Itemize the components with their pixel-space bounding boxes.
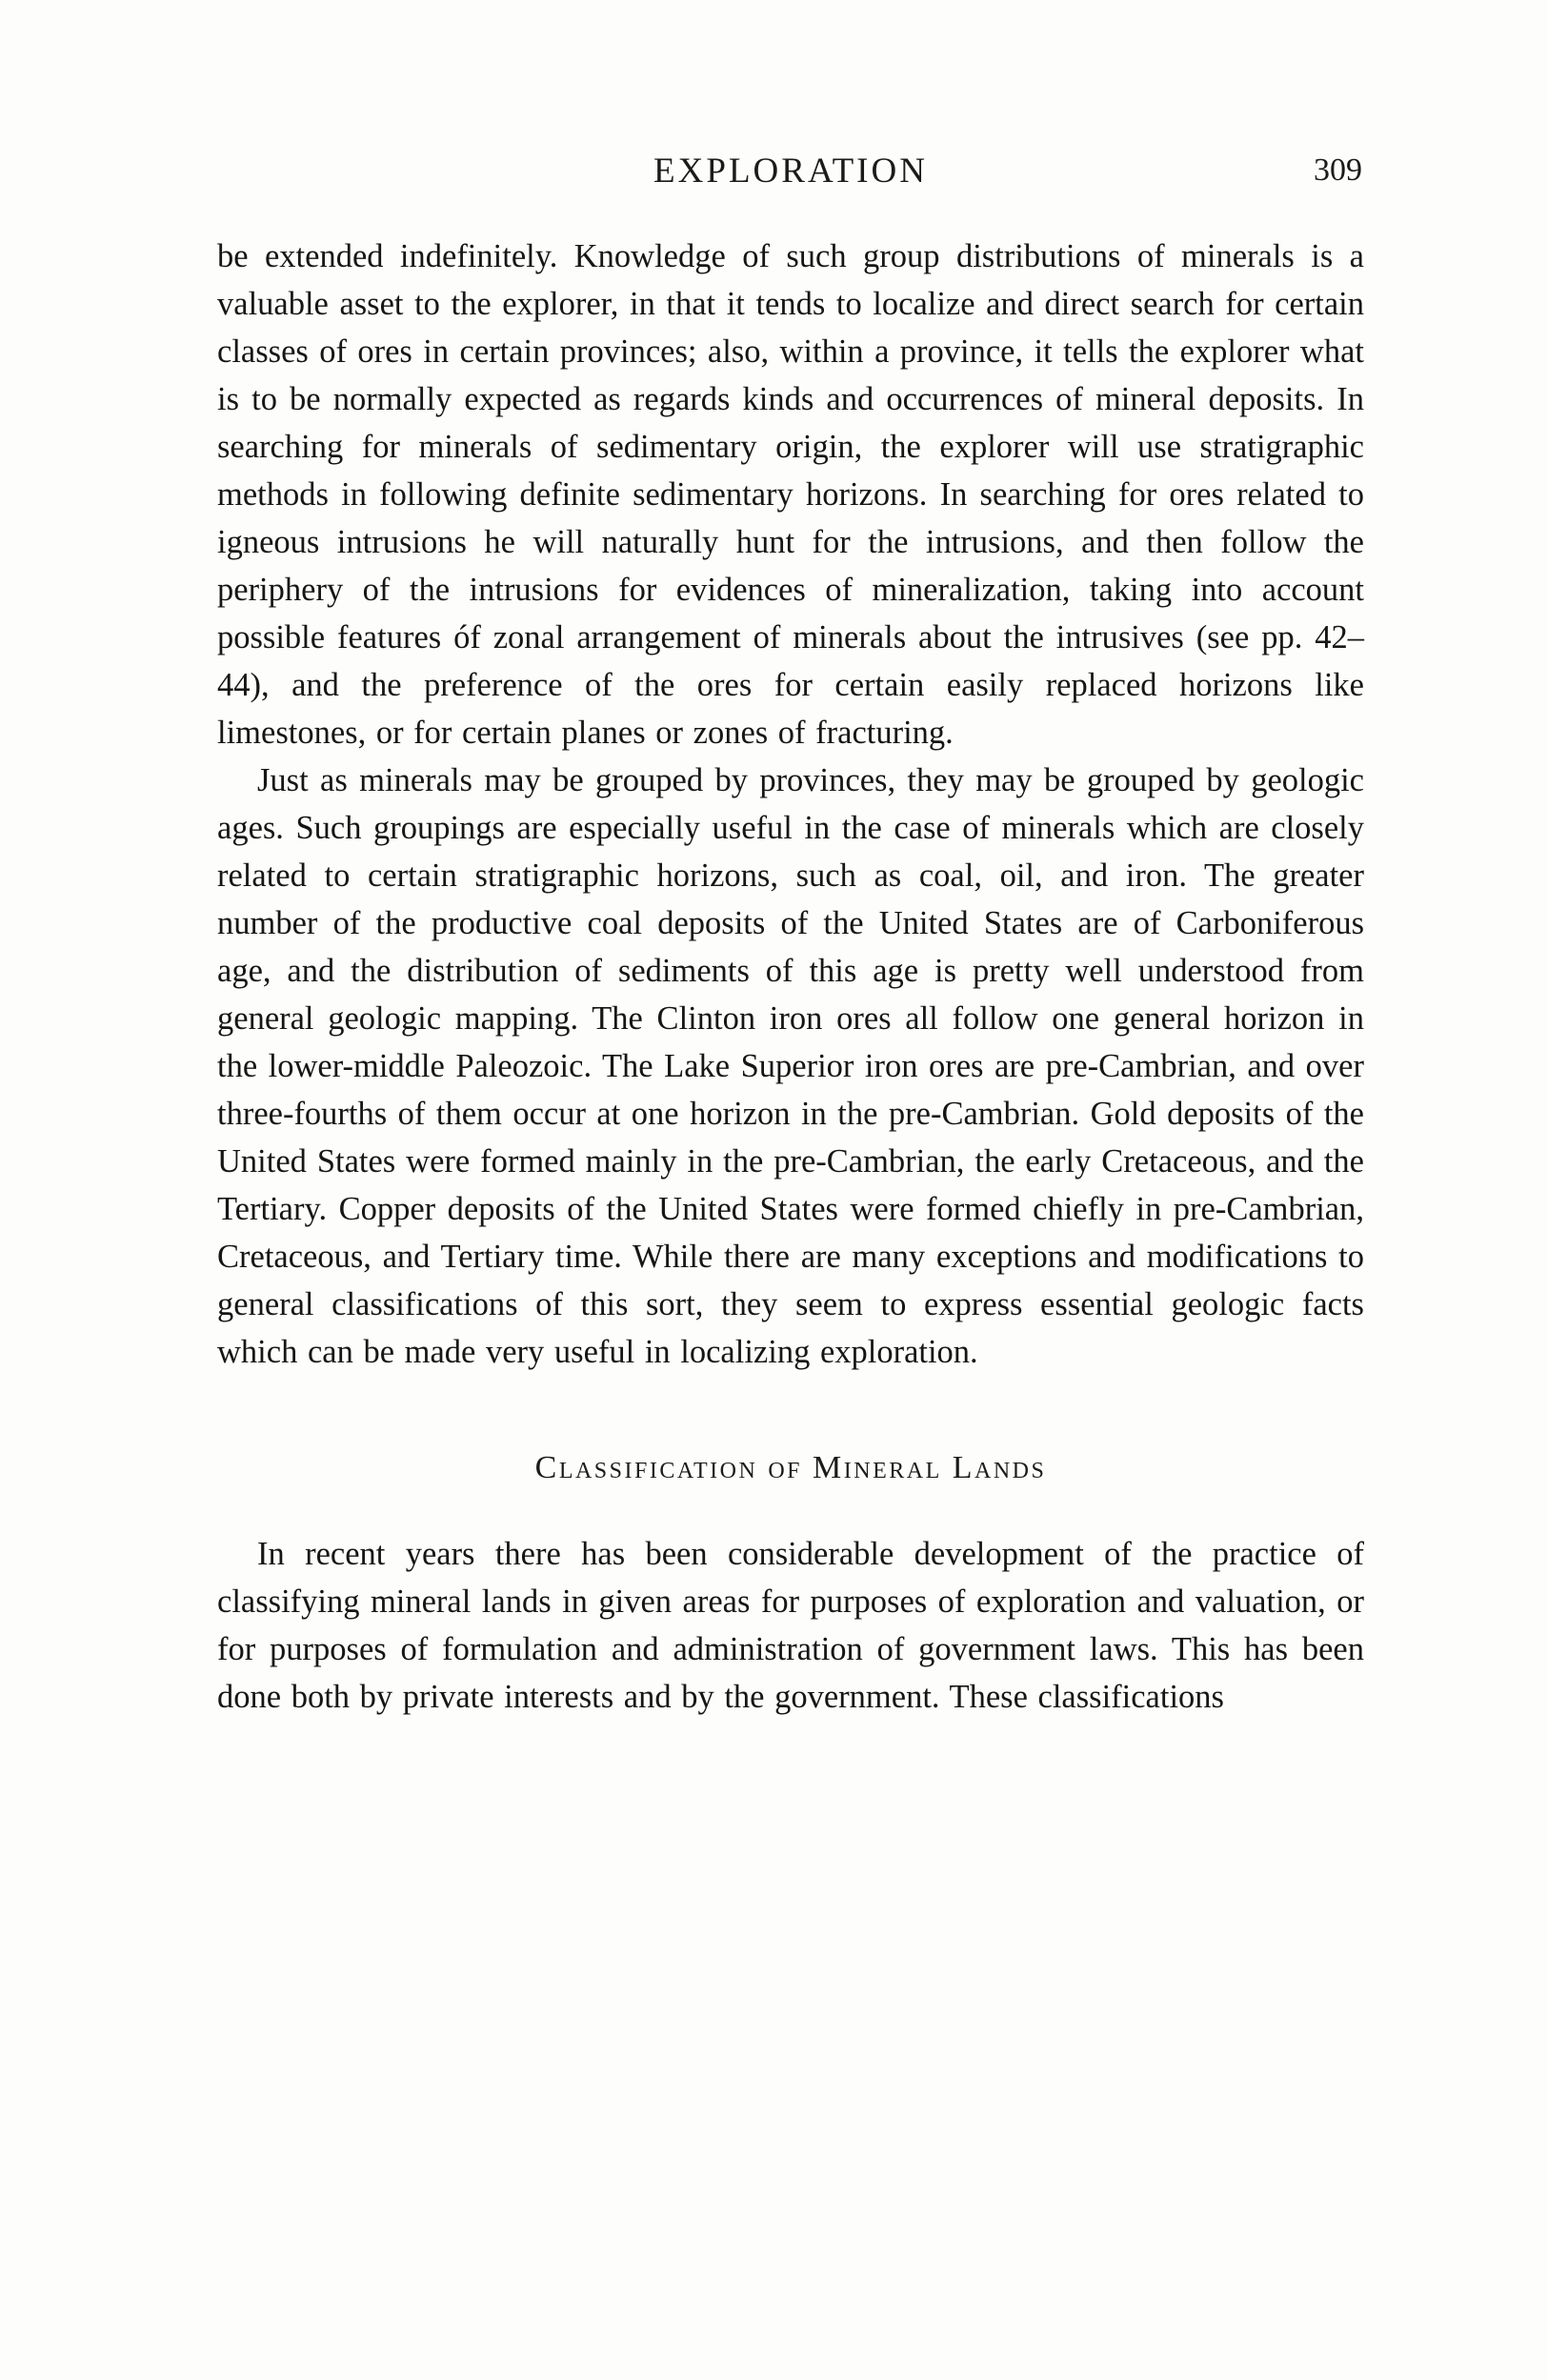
paragraph-classification: In recent years there has been considerable development of the practice of classifying mineral lands in given areas for purposes of exploration and valuation, or for purposes of formulation and administration of government laws. This has been done both by private interests and by the government. These classifications bbox=[217, 1536, 1364, 1715]
paragraph-geologic-ages: Just as minerals may be grouped by provinces, they may be grouped by geologic ages. Such groupings are especially useful in the case of minerals which are closely related to certain stratigraphic horizons, such as coal, oil, and iron. The greater number of the productive coal deposits of the United States are of Carboniferous age, and the distribution of sediments of this age is pretty well understood from general geologic mapping. The Clinton iron ores all follow one general horizon in the lower-middle Paleozoic. The Lake Superior iron ores are pre-Cambrian, and over three-fourths of them occur at one horizon in the pre-Cambrian. Gold deposits of the United States were formed mainly in the pre-Cambrian, the early Cretaceous, and the Tertiary. Copper deposits of the United States were formed chiefly in pre-Cambrian, Cretaceous, and Tertiary time. While there are many exceptions and modifications to general classifications of this sort, they seem to express essential geologic facts which can be made very useful in localizing exploration. bbox=[217, 762, 1364, 1370]
page-header bbox=[217, 151, 1364, 206]
text-block bbox=[217, 151, 1364, 1721]
paragraph-continuation: be extended indefinitely. Knowledge of such group distributions of minerals is a valuable asset to the explorer, in that it tends to localize and direct search for certain classes of ores in certain provinces; also, within a province, it tells the explorer what is to be normally expected as regards kinds and occurrences of mineral deposits. In searching for minerals of sedimentary origin, the explorer will use stratigraphic methods in following definite sedimentary horizons. In searching for ores related to igneous intrusions he will naturally hunt for the intrusions, and then follow the periphery of the intrusions for evidences of mineralization, taking into account possible features óf zonal arrangement of minerals about the intrusives (see pp. 42–44), and the preference of the ores for certain easily replaced horizons like limestones, or for certain planes or zones of fracturing. bbox=[217, 238, 1364, 751]
body-copy bbox=[217, 232, 1364, 1721]
section-heading: Classification of Mineral Lands bbox=[534, 1450, 1047, 1485]
page-number: 309 bbox=[1314, 152, 1362, 188]
running-title: EXPLORATION bbox=[653, 151, 928, 191]
